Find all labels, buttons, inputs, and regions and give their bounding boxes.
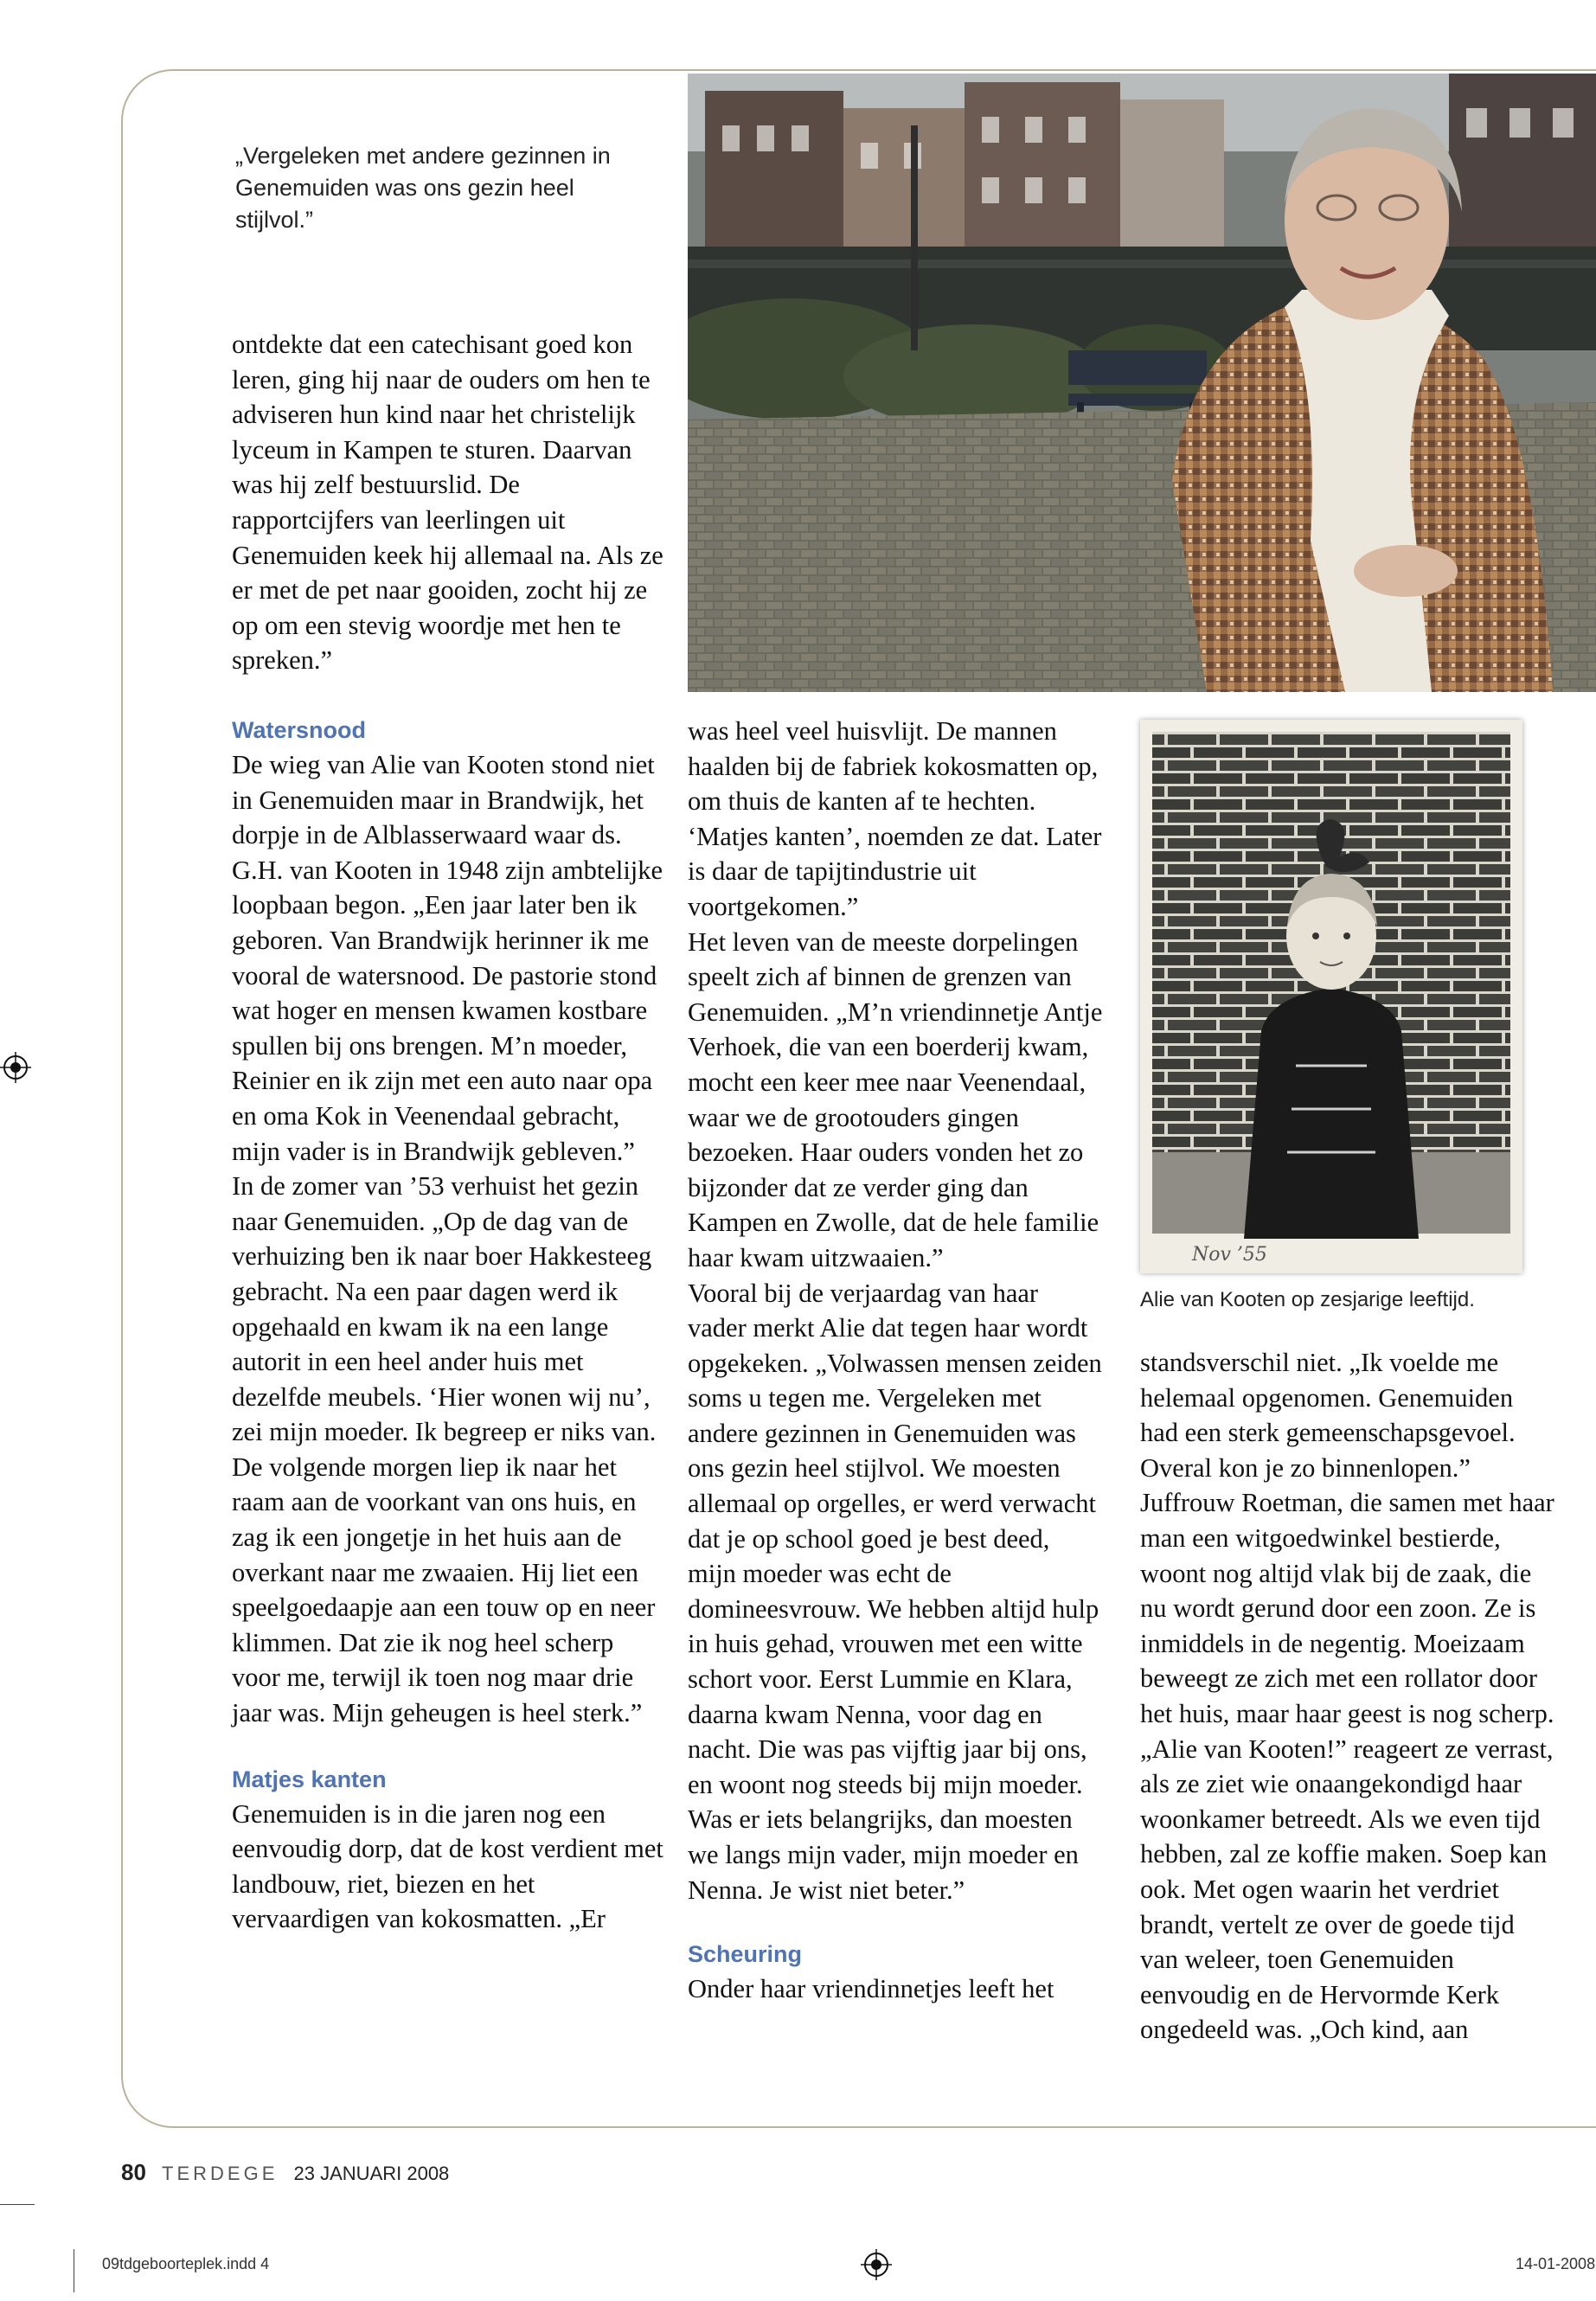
childhood-photo-illustration xyxy=(1140,720,1522,1273)
slug-date: 14-01-2008 xyxy=(1516,2255,1596,2272)
registration-mark-bottom-icon xyxy=(861,2249,892,2280)
portrait-photo xyxy=(688,74,1596,692)
body-paragraph: De volgende morgen liep ik naar het raam aan de voorkant van ons huis, en zag ik een jongetje in het huis aan de overkant naar me zwaaien. Hij liet een speelgoedaapje aan een touw op en neer klimmen. Dat zie ik nog heel scherp voor me, terwijl ik toen nog maar drie jaar was. Mijn geheugen is heel sterk.” xyxy=(232,1452,656,1728)
body-paragraph: Onder haar vriendinnetjes leeft het xyxy=(688,1974,1054,2004)
column-3 xyxy=(1140,1345,1555,2048)
subheading-matjes-kanten: Matjes kanten xyxy=(232,1766,387,1792)
body-paragraph: was heel veel huisvlijt. De mannen haalden bij de fabriek kokosmatten op, om thuis de kanten af te hechten. ‘Matjes kanten’, noemden ze dat. Later is daar de tapijtindustrie uit voortgekomen.” xyxy=(688,716,1102,921)
body-paragraph: Juffrouw Roetman, die samen met haar man een witgoedwinkel bestierde, woont nog altijd vlak bij de zaak, die nu wordt gerund door een zoon. Ze is inmiddels in de negentig. Moeizaam beweegt ze zich met een rollator door het huis, maar haar geest is nog scherp. „Alie van Kooten!” reageert ze verrast, als ze ziet wie onaangekondigd haar woonkamer betreedt. Als we even tijd hebben, zal ze koffie maken. Soep kan ook. Met ogen waarin het verdriet brandt, vertelt ze over de goede tijd van weleer, toen Genemuiden eenvoudig en de Hervormde Kerk ongedeeld was. „Och kind, aan xyxy=(1140,1488,1554,2045)
column-1 xyxy=(232,713,664,1937)
slug-filename: 09tdgeboorteplek.indd 4 xyxy=(102,2255,270,2272)
page-number: 80 xyxy=(121,2159,146,2185)
registration-mark-left-icon xyxy=(0,1052,31,1083)
body-paragraph: De wieg van Alie van Kooten stond niet in Genemuiden maar in Brandwijk, het dorpje in de Alblasserwaard waar ds. G.H. van Kooten in 1948 zijn ambtelijke loopbaan begon. „Een jaar later ben ik geboren. Van Brandwijk herinner ik me vooral de watersnood. De pastorie stond wat hoger en mensen kwamen kostbare spullen bij ons brengen. M’n moeder, Reinier en ik zijn met een auto naar opa en oma Kok in Veenendaal gebracht, mijn vader is in Brandwijk gebleven.” xyxy=(232,750,663,1166)
magazine-name: TERDEGE xyxy=(162,2163,279,2184)
subheading-scheuring: Scheuring xyxy=(688,1941,803,1968)
crop-mark xyxy=(0,2204,35,2205)
column-1-top xyxy=(232,327,664,678)
issue-date: 23 JANUARI 2008 xyxy=(293,2163,450,2184)
body-paragraph: Het leven van de meeste dorpelingen speelt zich af binnen de grenzen van Genemuiden. „M’n vriendinnetje Antje Verhoek, die van een boerderij kwam, mocht een keer mee naar Veenendaal, waar we de grootouders gingen bezoeken. Haar ouders vonden het zo bijzonder dat ze verder ging dan Kampen en Zwolle, dat de hele familie haar kwam uitzwaaien.” xyxy=(688,926,1103,1272)
body-paragraph: In de zomer van ’53 verhuist het gezin naar Genemuiden. „Op de dag van de verhuizing ben ik naar boer Hakkesteeg gebracht. Na een paar dagen werd ik opgehaald en kwam ik na een lange autorit in een heel ander huis met dezelfde meubels. ‘Hier wonen wij nu’, zei mijn moeder. Ik begreep er niks van. xyxy=(232,1171,657,1447)
portrait-photo-illustration xyxy=(688,74,1596,692)
photo-caption: Alie van Kooten op zesjarige leeftijd. xyxy=(1140,1288,1475,1311)
childhood-photo xyxy=(1140,720,1522,1273)
column-2 xyxy=(688,714,1103,2007)
subheading-watersnood: Watersnood xyxy=(232,717,366,743)
body-paragraph: Genemuiden is in die jaren nog een eenvoudig dorp, dat de kost verdient met landbouw, riet, biezen en het vervaardigen van kokosmatten. „Er xyxy=(232,1798,663,1934)
page-footer xyxy=(121,2159,449,2186)
body-paragraph: Vooral bij de verjaardag van haar vader merkt Alie dat tegen haar wordt opgekeken. „Volwassen mensen zeiden soms u tegen me. Vergeleken met andere gezinnen in Genemuiden was ons gezin heel stijlvol. We moesten allemaal op orgelles, er werd verwacht dat je op school goed je best deed, mijn moeder was echt de domineesvrouw. We hebben altijd hulp in huis gehad, vrouwen met een witte schort voor. Eerst Lummie en Klara, daarna kwam Nenna, voor dag en nacht. Die was pas vijftig jaar bij ons, en woont nog steeds bij mijn moeder. Was er iets belangrijks, dan moesten we langs mijn vader, mijn moeder en Nenna. Je wist niet beter.” xyxy=(688,1278,1102,1905)
body-paragraph: standsverschil niet. „Ik voelde me helemaal opgenomen. Genemuiden had een sterk gemeenschapsgevoel. Overal kon je zo binnenlopen.” xyxy=(1140,1348,1516,1483)
body-paragraph: ontdekte dat een catechisant goed kon leren, ging hij naar de ouders om hen te adviseren hun kind naar het christelijk lyceum in Kampen te sturen. Daarvan was hij zelf bestuurslid. De rapportcijfers van leerlingen uit Genemuiden keek hij allemaal na. Als ze er met de pet naar gooiden, zocht hij ze op om een stevig woordje met hen te spreken.” xyxy=(232,330,663,676)
pull-quote: „Vergeleken met andere gezinnen in Genemuiden was ons gezin heel stijlvol.” xyxy=(235,143,611,233)
photo-inscription: Nov ’55 xyxy=(1192,1244,1267,1266)
